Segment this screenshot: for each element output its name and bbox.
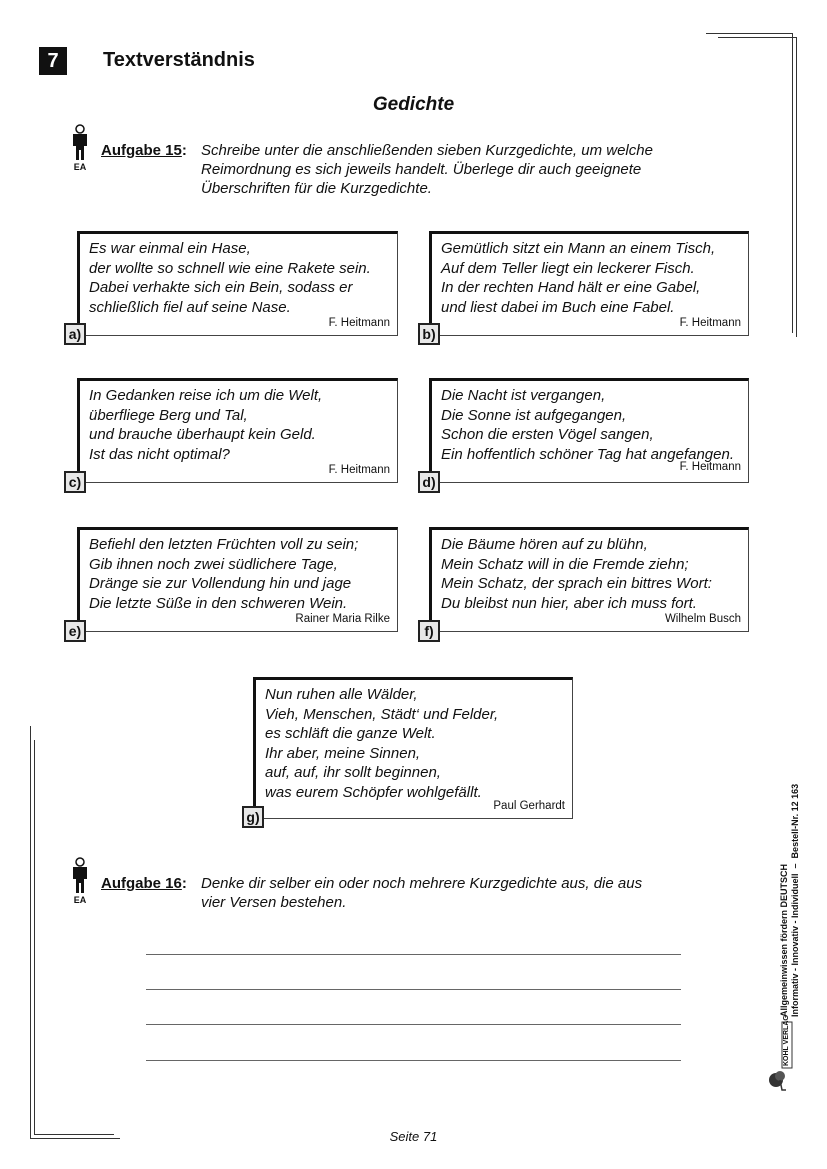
side-text-line2: Informativ - Innovativ - Individuell – Bestell-Nr. 12 163	[790, 783, 800, 1017]
frame-left-vertical-inner	[34, 740, 35, 1134]
task15-label	[101, 142, 187, 159]
poem-box-d	[429, 378, 749, 483]
poem-author: F. Heitmann	[679, 461, 741, 473]
task15-title: Aufgabe 15	[101, 142, 182, 159]
side-separator: –	[790, 863, 800, 869]
task15-line: Überschriften für die Kurzgedichte.	[201, 180, 432, 197]
chapter-number: 7	[39, 47, 67, 75]
poem-line: Ein hoffentlich schöner Tag hat angefangen.	[441, 445, 734, 463]
poem-line: Ist das nicht optimal?	[89, 445, 230, 463]
poem-line: Es war einmal ein Hase,	[89, 240, 251, 257]
frame-right-vertical	[792, 33, 793, 333]
poem-line: Die letzte Süße in den schweren Wein.	[89, 594, 348, 612]
poem-line: auf, auf, ihr sollt beginnen,	[265, 764, 441, 781]
poem-line: Ihr aber, meine Sinnen,	[265, 744, 421, 762]
poem-line: Die Bäume hören auf zu blühn,	[441, 536, 648, 553]
poem-box-g	[253, 677, 573, 819]
poem-label-f: f)	[418, 620, 440, 642]
side-publisher-text	[779, 597, 801, 1017]
poem-box-b	[429, 231, 749, 336]
poem-label-e: e)	[64, 620, 86, 642]
poem-line: es schläft die ganze Welt.	[265, 725, 436, 742]
poem-text	[265, 685, 498, 802]
page-number: Seite 71	[389, 1129, 438, 1144]
poem-line: Vieh, Menschen, Städt‘ und Felder,	[265, 705, 499, 723]
poem-line: Gemütlich sitzt ein Mann an einem Tisch,	[441, 240, 716, 257]
page-subtitle: Gedichte	[372, 94, 455, 115]
task15-line: Reimordnung es sich jeweils handelt. Überlege dir auch geeignete	[201, 161, 642, 178]
poem-line: Dränge sie zur Vollendung hin und jage	[89, 575, 352, 592]
task16-title: Aufgabe 16	[101, 875, 182, 892]
task15-line: Schreibe unter die anschließenden sieben Kurzgedichte, um welche	[201, 142, 653, 159]
poem-line: was eurem Schöpfer wohlgefällt.	[265, 783, 482, 801]
logo-text: KOHL VERLAG	[783, 1015, 790, 1066]
frame-left-vertical	[30, 726, 31, 1138]
task16-line: Denke dir selber ein oder noch mehrere Kurzgedichte aus, die aus	[201, 875, 643, 892]
task16-colon: :	[181, 875, 187, 892]
poem-label-c: c)	[64, 471, 86, 493]
ea-label: EA	[73, 895, 87, 905]
frame-top-right	[706, 33, 792, 34]
poem-author: Wilhelm Busch	[664, 613, 741, 625]
student-icon	[69, 857, 91, 903]
poem-line: Nun ruhen alle Wälder,	[265, 686, 418, 703]
poem-line: Mein Schatz, der sprach ein bittres Wort:	[441, 575, 712, 592]
side-order-number: Bestell-Nr. 12 163	[790, 783, 800, 859]
poem-author: F. Heitmann	[679, 317, 741, 329]
person-figure-icon	[69, 857, 91, 895]
poem-author: Paul Gerhardt	[493, 800, 565, 812]
writing-line[interactable]	[146, 1024, 681, 1025]
writing-line[interactable]	[146, 1060, 681, 1061]
task16-text	[201, 874, 642, 912]
poem-line: Befiehl den letzten Früchten voll zu sein;	[89, 536, 359, 553]
poem-line: Die Sonne ist aufgegangen,	[441, 406, 627, 424]
poem-label-d: d)	[418, 471, 440, 493]
poem-line: und liest dabei im Buch eine Fabel.	[441, 298, 675, 316]
task15-colon: :	[181, 142, 187, 159]
poem-author: Rainer Maria Rilke	[295, 613, 390, 625]
poem-box-e	[77, 527, 398, 632]
poem-line: der wollte so schnell wie eine Rakete sein.	[89, 259, 371, 277]
poem-author: F. Heitmann	[328, 464, 390, 476]
poem-label-a: a)	[64, 323, 86, 345]
poem-line: Gib ihnen noch zwei südlichere Tage,	[89, 555, 338, 573]
chapter-title: Textverständnis	[103, 49, 255, 71]
poem-line: Die Nacht ist vergangen,	[441, 387, 606, 404]
poem-text	[441, 535, 712, 613]
poem-box-a	[77, 231, 398, 336]
side-text-line1: Allgemeinwissen fördern DEUTSCH	[779, 863, 789, 1017]
task15-text	[201, 141, 653, 198]
poem-label-b: b)	[418, 323, 440, 345]
poem-text	[441, 386, 734, 464]
writing-line[interactable]	[146, 989, 681, 990]
poem-label-g: g)	[242, 806, 264, 828]
poem-line: schließlich fiel auf seine Nase.	[89, 298, 291, 316]
tree-logo-icon	[766, 1015, 796, 1092]
publisher-logo	[766, 1015, 796, 1090]
poem-line: Du bleibst nun hier, aber ich muss fort.	[441, 594, 697, 612]
poem-line: In der rechten Hand hält er eine Gabel,	[441, 279, 701, 296]
poem-line: Mein Schatz will in die Fremde ziehn;	[441, 555, 689, 573]
task16-line: vier Versen bestehen.	[201, 894, 347, 911]
task16-label	[101, 875, 187, 892]
frame-right-vertical-inner	[796, 37, 797, 337]
poem-line: Schon die ersten Vögel sangen,	[441, 426, 654, 443]
poem-box-c	[77, 378, 398, 483]
writing-line[interactable]	[146, 954, 681, 955]
poem-line: Dabei verhakte sich ein Bein, sodass er	[89, 279, 353, 296]
poem-author: F. Heitmann	[328, 317, 390, 329]
poem-line: und brauche überhaupt kein Geld.	[89, 426, 316, 443]
poem-text	[89, 535, 358, 613]
poem-box-f	[429, 527, 749, 632]
poem-line: überfliege Berg und Tal,	[89, 406, 248, 424]
poem-line: In Gedanken reise ich um die Welt,	[89, 387, 323, 404]
poem-text	[89, 386, 322, 464]
poem-text	[441, 239, 715, 317]
student-icon	[69, 124, 91, 170]
person-figure-icon	[69, 124, 91, 162]
poem-line: Auf dem Teller liegt ein leckerer Fisch.	[441, 259, 695, 277]
ea-label: EA	[73, 162, 87, 172]
frame-top-right-inner	[718, 37, 796, 38]
poem-text	[89, 239, 371, 317]
